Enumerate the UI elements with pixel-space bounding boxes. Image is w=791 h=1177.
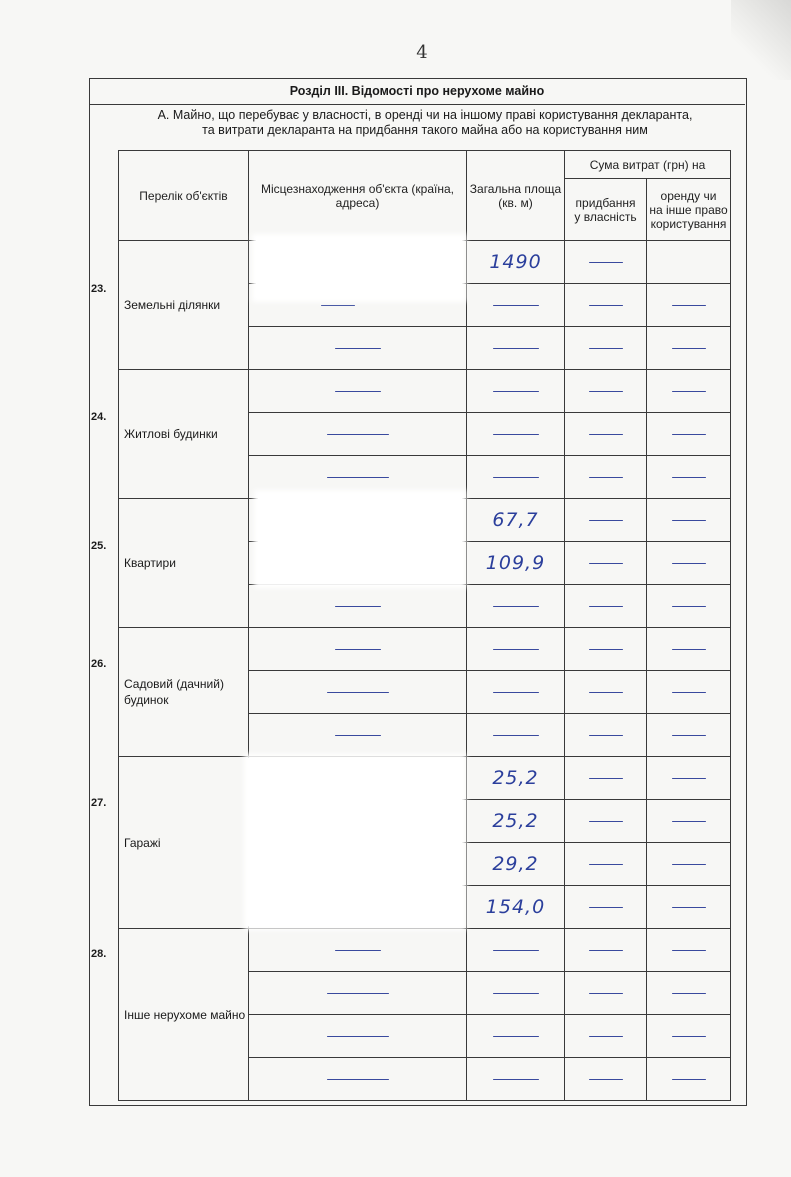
row-number-24: 24.	[91, 411, 107, 423]
area-value: 1490	[489, 251, 542, 273]
rent-cell	[647, 1058, 731, 1101]
dash-mark	[672, 735, 706, 736]
dash-mark	[335, 348, 381, 349]
row-number-26: 26.	[91, 658, 107, 670]
row-number-25: 25.	[91, 540, 107, 552]
area-cell	[467, 800, 565, 843]
rent-cell	[647, 499, 731, 542]
area-value: 154,0	[485, 896, 546, 918]
purchase-cell	[565, 886, 647, 929]
page-number: 4	[416, 42, 428, 63]
area-cell	[467, 456, 565, 499]
location-cell	[249, 585, 467, 628]
location-cell	[249, 413, 467, 456]
dash-mark	[589, 262, 623, 263]
rent-cell	[647, 370, 731, 413]
location-cell	[249, 327, 467, 370]
purchase-cell	[565, 241, 647, 284]
dash-mark	[589, 348, 623, 349]
dash-mark	[672, 692, 706, 693]
dash-mark	[672, 649, 706, 650]
header-rent	[647, 179, 731, 241]
rent-cell	[647, 413, 731, 456]
dash-mark	[589, 864, 623, 865]
dash-mark	[589, 649, 623, 650]
category-apartments: Квартири	[119, 499, 249, 628]
dash-mark	[493, 391, 539, 392]
dash-mark	[335, 950, 381, 951]
rent-cell	[647, 800, 731, 843]
redaction-block	[256, 238, 462, 298]
dash-mark	[493, 434, 539, 435]
dash-mark	[589, 434, 623, 435]
category-garages: Гаражі	[119, 757, 249, 929]
dash-mark	[493, 606, 539, 607]
dash-mark	[335, 606, 381, 607]
category-other-property: Інше нерухоме майно	[119, 929, 249, 1101]
purchase-cell	[565, 542, 647, 585]
redaction-block	[258, 494, 462, 584]
dash-mark	[493, 477, 539, 478]
area-cell	[467, 1058, 565, 1101]
category-land: Земельні ділянки	[119, 241, 249, 370]
category-garden-house: Садовий (дачний) будинок	[119, 628, 249, 757]
purchase-cell	[565, 585, 647, 628]
subtitle-line-1: А. Майно, що перебуває у власності, в оренді чи на іншому праві користування декларанта,	[157, 108, 693, 122]
rent-cell	[647, 1015, 731, 1058]
rent-cell	[647, 972, 731, 1015]
dash-mark	[493, 950, 539, 951]
dash-mark	[672, 477, 706, 478]
dash-mark	[589, 692, 623, 693]
dash-mark	[672, 606, 706, 607]
rent-cell	[647, 757, 731, 800]
rent-cell	[647, 456, 731, 499]
rent-cell	[647, 241, 731, 284]
dash-mark	[672, 950, 706, 951]
area-cell	[467, 843, 565, 886]
dash-mark	[327, 993, 389, 994]
dash-mark	[672, 520, 706, 521]
rent-cell	[647, 929, 731, 972]
rent-cell	[647, 628, 731, 671]
area-cell	[467, 585, 565, 628]
area-cell	[467, 413, 565, 456]
area-value: 109,9	[485, 552, 546, 574]
dash-mark	[672, 305, 706, 306]
purchase-cell	[565, 370, 647, 413]
area-cell	[467, 327, 565, 370]
header-rent-line3: користування	[650, 216, 727, 231]
purchase-cell	[565, 499, 647, 542]
dash-mark	[327, 434, 389, 435]
dash-mark	[672, 821, 706, 822]
header-purchase	[565, 179, 647, 241]
redaction-block	[248, 758, 462, 926]
table-row	[119, 929, 731, 972]
category-houses: Житлові будинки	[119, 370, 249, 499]
dash-mark	[672, 778, 706, 779]
rent-cell	[647, 542, 731, 585]
rent-cell	[647, 284, 731, 327]
dash-mark	[672, 907, 706, 908]
rent-cell	[647, 585, 731, 628]
dash-mark	[589, 520, 623, 521]
header-location: Місцезнаходження об'єкта (країна, адреса)	[249, 151, 467, 241]
dash-mark	[493, 735, 539, 736]
dash-mark	[589, 950, 623, 951]
dash-mark	[335, 735, 381, 736]
location-cell	[249, 1015, 467, 1058]
subtitle-line-2: та витрати декларанта на придбання такого майна або на користування ним	[202, 123, 648, 137]
rent-cell	[647, 843, 731, 886]
purchase-cell	[565, 456, 647, 499]
dash-mark	[589, 477, 623, 478]
header-rent-line1: оренду чи	[660, 188, 717, 203]
purchase-cell	[565, 1015, 647, 1058]
dash-mark	[327, 1036, 389, 1037]
dash-mark	[672, 348, 706, 349]
dash-mark	[493, 348, 539, 349]
purchase-cell	[565, 413, 647, 456]
dash-mark	[327, 477, 389, 478]
rent-cell	[647, 327, 731, 370]
area-cell	[467, 1015, 565, 1058]
purchase-cell	[565, 628, 647, 671]
location-cell	[249, 972, 467, 1015]
dash-mark	[493, 305, 539, 306]
area-cell	[467, 972, 565, 1015]
dash-mark	[589, 1036, 623, 1037]
dash-mark	[672, 1079, 706, 1080]
location-cell	[249, 671, 467, 714]
purchase-cell	[565, 972, 647, 1015]
dash-mark	[672, 1036, 706, 1037]
dash-mark	[589, 993, 623, 994]
dash-mark	[493, 692, 539, 693]
row-number-23: 23.	[91, 283, 107, 295]
dash-mark	[589, 735, 623, 736]
area-cell	[467, 241, 565, 284]
section-title: Розділ ІІІ. Відомості про нерухоме майно	[89, 78, 745, 105]
area-cell	[467, 542, 565, 585]
purchase-cell	[565, 284, 647, 327]
section-subtitle	[110, 108, 740, 138]
dash-mark	[589, 391, 623, 392]
location-cell	[249, 714, 467, 757]
dash-mark	[493, 993, 539, 994]
header-rent-line2: на інше право	[649, 202, 728, 217]
area-cell	[467, 886, 565, 929]
purchase-cell	[565, 327, 647, 370]
header-purchase-line2: у власність	[574, 209, 637, 224]
area-cell	[467, 757, 565, 800]
row-number-27: 27.	[91, 797, 107, 809]
dash-mark	[672, 391, 706, 392]
dash-mark	[327, 1079, 389, 1080]
purchase-cell	[565, 671, 647, 714]
table-row	[119, 370, 731, 413]
page-fold-shadow	[731, 0, 791, 80]
area-value: 29,2	[492, 853, 539, 875]
location-cell	[249, 456, 467, 499]
table-row	[119, 628, 731, 671]
dash-mark	[589, 778, 623, 779]
location-cell	[249, 929, 467, 972]
area-cell	[467, 929, 565, 972]
dash-mark	[589, 305, 623, 306]
dash-mark	[589, 821, 623, 822]
dash-mark	[589, 1079, 623, 1080]
area-value: 25,2	[492, 810, 539, 832]
dash-mark	[327, 692, 389, 693]
location-cell	[249, 370, 467, 413]
location-cell	[249, 1058, 467, 1101]
purchase-cell	[565, 800, 647, 843]
dash-mark	[493, 1036, 539, 1037]
dash-mark	[335, 649, 381, 650]
area-cell	[467, 714, 565, 757]
area-cell	[467, 671, 565, 714]
dash-mark	[589, 606, 623, 607]
area-value: 67,7	[492, 509, 539, 531]
dash-mark	[672, 864, 706, 865]
header-area	[467, 151, 565, 241]
purchase-cell	[565, 929, 647, 972]
purchase-cell	[565, 843, 647, 886]
dash-mark	[589, 907, 623, 908]
purchase-cell	[565, 757, 647, 800]
header-area-line2: (кв. м)	[498, 195, 533, 210]
area-cell	[467, 370, 565, 413]
header-expenses: Сума витрат (грн) на	[565, 151, 731, 179]
dash-mark	[672, 563, 706, 564]
dash-mark	[672, 993, 706, 994]
location-cell	[249, 628, 467, 671]
dash-mark	[589, 563, 623, 564]
header-area-line1: Загальна площа	[469, 181, 562, 196]
dash-mark	[493, 649, 539, 650]
header-purchase-line1: придбання	[575, 195, 636, 210]
header-objects: Перелік об'єктів	[119, 151, 249, 241]
rent-cell	[647, 714, 731, 757]
area-value: 25,2	[492, 767, 539, 789]
area-cell	[467, 628, 565, 671]
row-number-28: 28.	[91, 948, 107, 960]
dash-mark	[321, 305, 355, 306]
purchase-cell	[565, 1058, 647, 1101]
table-header-row	[119, 151, 731, 179]
rent-cell	[647, 886, 731, 929]
purchase-cell	[565, 714, 647, 757]
rent-cell	[647, 671, 731, 714]
dash-mark	[493, 1079, 539, 1080]
area-cell	[467, 284, 565, 327]
area-cell	[467, 499, 565, 542]
dash-mark	[672, 434, 706, 435]
dash-mark	[335, 391, 381, 392]
